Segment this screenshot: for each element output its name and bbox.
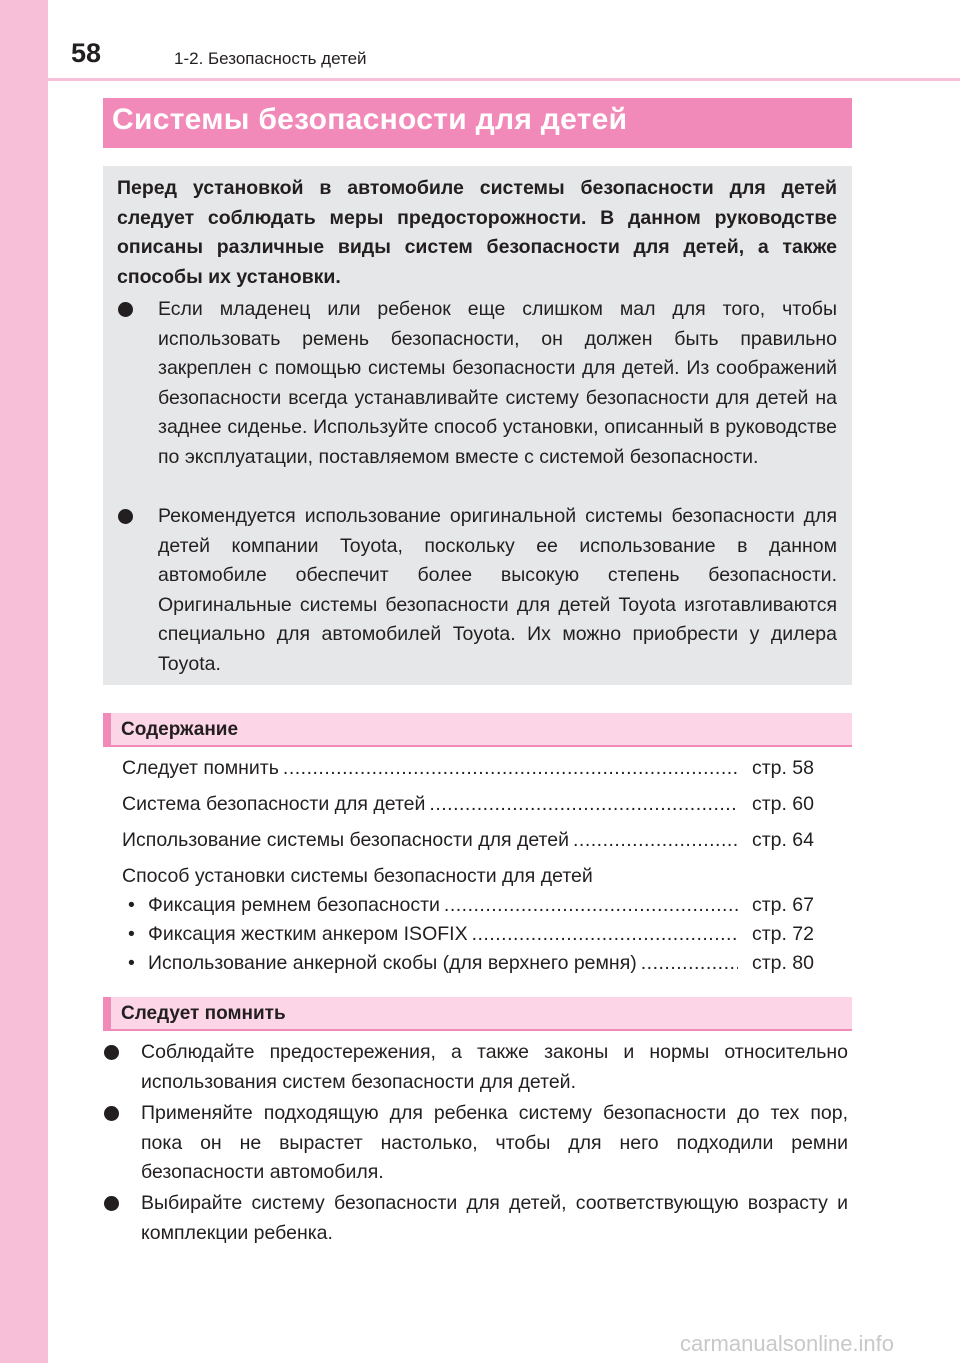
toc-sub-entry-page: стр. 67 <box>751 894 814 916</box>
toc-entry[interactable] <box>122 757 814 780</box>
bullet-dot-icon <box>104 1196 119 1211</box>
intro-bullet <box>118 295 837 472</box>
bullet-dot-icon <box>104 1106 119 1121</box>
toc-sub-entry-title <box>128 894 440 917</box>
remember-bullet-text: Применяйте подходящую для ребенка систему безопасности до тех пор, пока он не вырастет настолько, чтобы для него подходили ремни безопасности автомобиля. <box>141 1102 848 1183</box>
toc-group-title: Способ установки системы безопасности для детей <box>122 865 593 887</box>
toc-leader-dots <box>573 829 738 852</box>
bullet-dot-icon <box>118 509 133 524</box>
intro-bullet <box>118 502 837 679</box>
toc-sub-bullet: • <box>128 894 135 916</box>
toc-sub-entry-label: Фиксация жестким анкером ISOFIX <box>148 923 468 945</box>
toc-leader-dots <box>472 923 738 946</box>
toc-entry-page: стр. 64 <box>751 829 814 851</box>
watermark: carmanualsonline.info <box>680 1331 895 1356</box>
toc-sub-entry-title <box>128 952 637 975</box>
toc-sub-entry[interactable] <box>128 923 814 946</box>
toc-sub-bullet: • <box>128 923 135 945</box>
intro-paragraph: Перед установкой в автомобиле системы безопасности для детей следует соблюдать меры предосторожности. В данном руководстве описаны различные виды систем безопасности для детей, а также способы их установки. <box>117 177 837 288</box>
toc-sub-entry-label: Использование анкерной скобы (для верхнего ремня) <box>148 952 637 974</box>
toc-leader-dots <box>641 952 738 975</box>
toc-entry-page: стр. 58 <box>751 757 814 779</box>
toc-sub-entry[interactable] <box>128 894 814 917</box>
section-accent <box>103 713 111 747</box>
contents-header-label: Содержание <box>121 719 239 740</box>
remember-bullet <box>104 1038 848 1097</box>
toc-sub-bullet: • <box>128 952 135 974</box>
toc-sub-entry-label: Фиксация ремнем безопасности <box>148 894 440 916</box>
toc-entry-page: стр. 60 <box>751 793 814 815</box>
toc-leader-dots <box>444 894 738 917</box>
section-accent <box>103 997 111 1031</box>
breadcrumb: 1-2. Безопасность детей <box>174 49 367 68</box>
toc-entry-title: Следует помнить <box>122 757 279 779</box>
toc-leader-dots <box>429 793 738 816</box>
left-margin-strip <box>0 0 48 1363</box>
toc-entry[interactable] <box>122 793 814 816</box>
toc-sub-entry-page: стр. 72 <box>751 923 814 945</box>
remember-bullet <box>104 1189 848 1248</box>
remember-section-header <box>103 997 852 1031</box>
toc-sub-entry-page: стр. 80 <box>751 952 814 974</box>
bullet-dot-icon <box>104 1045 119 1060</box>
page-title-bar <box>103 98 852 148</box>
toc-sub-entry-title <box>128 923 468 946</box>
remember-bullet <box>104 1099 848 1188</box>
toc-entry-title: Использование системы безопасности для детей <box>122 829 569 851</box>
header-divider <box>48 78 960 81</box>
toc-entry-title: Система безопасности для детей <box>122 793 426 815</box>
toc-entry[interactable] <box>122 829 814 852</box>
bullet-dot-icon <box>118 302 133 317</box>
remember-bullet-text: Соблюдайте предостережения, а также законы и нормы относительно использования систем безопасности для детей. <box>141 1041 848 1093</box>
toc-leader-dots <box>283 757 738 780</box>
page-number: 58 <box>71 38 102 68</box>
remember-bullet-text: Выбирайте систему безопасности для детей, соответствующую возрасту и комплекции ребенка. <box>141 1192 848 1244</box>
remember-header-label: Следует помнить <box>121 1003 286 1024</box>
intro-bullet-text: Рекомендуется использование оригинальной системы безопасности для детей компании Toyota, поскольку ее использование в данном автомобиле обеспечит более высокую степень безопасности. Оригинальные системы безопасности для детей Toyota изготавливаются специально для автомобилей Toyota. Их можно приобрести у дилера Toyota. <box>158 505 837 675</box>
page-title: Системы безопасности для детей <box>112 103 628 136</box>
contents-section-header <box>103 713 852 747</box>
intro-bullet-text: Если младенец или ребенок еще слишком мал для того, чтобы использовать ремень безопасности, он должен быть правильно закреплен с помощью системы безопасности для детей. Из соображений безопасности всегда устанавливайте систему безопасности для детей на заднее сиденье. Используйте способ установки, описанный в руководстве по эксплуатации, поставляемом вместе с системой безопасности. <box>158 298 837 468</box>
toc-sub-entry[interactable] <box>128 952 814 975</box>
